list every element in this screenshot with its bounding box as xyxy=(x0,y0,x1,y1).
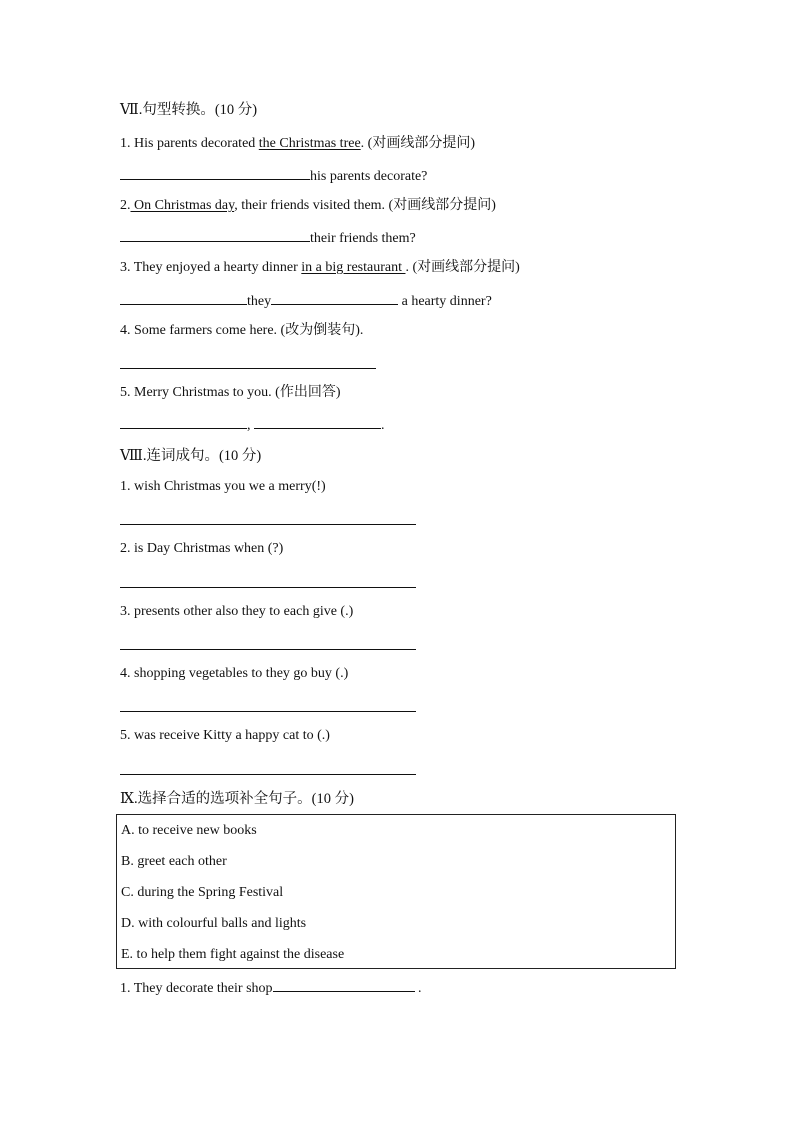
answer-blank-8-2[interactable] xyxy=(120,587,416,588)
question-instruction: . (对画线部分提问) xyxy=(360,136,475,151)
option-a: A. to receive new books xyxy=(121,823,257,838)
question-7-4: 4. Some farmers come here. (改为倒装句). xyxy=(120,323,364,338)
question-7-3 xyxy=(120,258,520,278)
question-8-3: 3. presents other also they to each give (.) xyxy=(120,604,354,619)
question-8-5: 5. was receive Kitty a happy cat to (.) xyxy=(120,728,330,743)
answer-blank[interactable] xyxy=(120,165,310,180)
question-8-1: 1. wish Christmas you we a merry(!) xyxy=(120,479,326,494)
period: . xyxy=(381,418,385,433)
question-7-2 xyxy=(120,196,496,216)
question-instruction: , their friends visited them. (对画线部分提问) xyxy=(234,198,496,213)
answer-blank-8-1[interactable] xyxy=(120,524,416,525)
option-c: C. during the Spring Festival xyxy=(121,885,284,900)
answer-blank-8-5[interactable] xyxy=(120,774,416,775)
period: . xyxy=(414,981,422,996)
section-7-title: Ⅶ.句型转换。(10 分) xyxy=(120,102,258,118)
comma: , xyxy=(247,418,254,433)
underlined-text: On Christmas day xyxy=(130,198,235,213)
question-7-1 xyxy=(120,134,475,154)
answer-text: their friends them? xyxy=(310,231,416,246)
answer-text: his parents decorate? xyxy=(310,169,428,184)
option-e: E. to help them fight against the disease xyxy=(121,947,345,962)
answer-blank[interactable] xyxy=(120,414,247,429)
answer-blank[interactable] xyxy=(273,977,415,992)
answer-7-2 xyxy=(120,227,416,249)
answer-blank[interactable] xyxy=(120,290,247,305)
question-text: 2. xyxy=(120,198,131,213)
question-text: 3. They enjoyed a hearty dinner xyxy=(120,260,302,275)
answer-blank-8-3[interactable] xyxy=(120,649,416,650)
answer-7-1 xyxy=(120,165,427,187)
section-8-title: Ⅷ.连词成句。(10 分) xyxy=(120,448,262,464)
answer-text: a hearty dinner? xyxy=(398,294,492,309)
underlined-text: in a big restaurant xyxy=(301,260,406,275)
question-text: 1. They decorate their shop xyxy=(120,981,273,996)
option-d: D. with colourful balls and lights xyxy=(121,916,307,931)
question-text: 1. His parents decorated xyxy=(120,136,259,151)
option-b: B. greet each other xyxy=(121,854,227,869)
options-box xyxy=(116,814,676,969)
question-8-4: 4. shopping vegetables to they go buy (.) xyxy=(120,666,349,681)
section-9-title: Ⅸ.选择合适的选项补全句子。(10 分) xyxy=(120,791,354,807)
answer-text: they xyxy=(247,294,272,309)
answer-blank-7-4[interactable] xyxy=(120,368,376,369)
underlined-text: the Christmas tree xyxy=(258,136,361,151)
question-instruction: . (对画线部分提问) xyxy=(405,260,520,275)
answer-blank[interactable] xyxy=(271,290,398,305)
answer-blank[interactable] xyxy=(254,414,381,429)
answer-7-3 xyxy=(120,290,492,312)
question-9-1 xyxy=(120,977,422,999)
question-8-2: 2. is Day Christmas when (?) xyxy=(120,541,284,556)
answer-7-5 xyxy=(120,414,385,436)
answer-blank-8-4[interactable] xyxy=(120,711,416,712)
question-7-5: 5. Merry Christmas to you. (作出回答) xyxy=(120,385,341,400)
answer-blank[interactable] xyxy=(120,227,310,242)
